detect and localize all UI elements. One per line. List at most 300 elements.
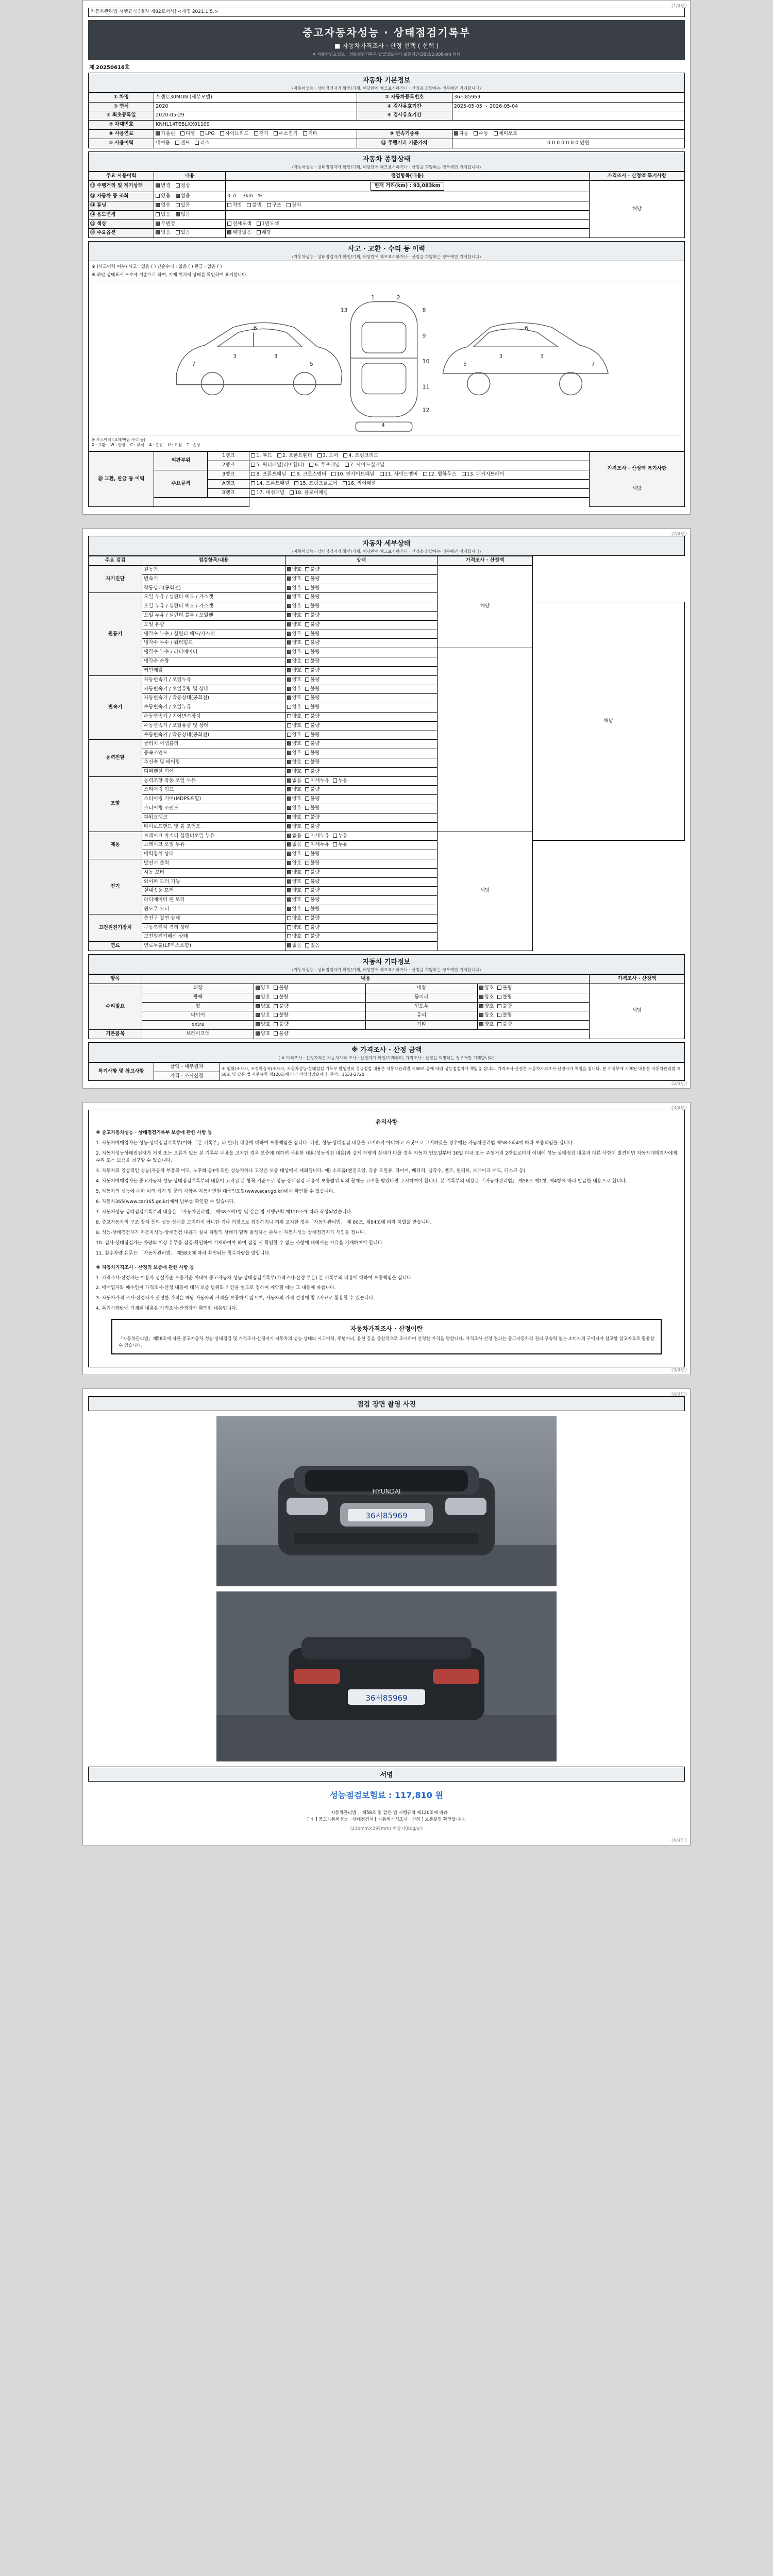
- item-label: 외장: [142, 984, 254, 993]
- table-row: [89, 452, 685, 461]
- fuel-option[interactable]: 전기: [254, 131, 268, 138]
- plate-text: 36서85969: [365, 1511, 408, 1520]
- col-header: 항목: [89, 975, 142, 984]
- table-header-row: [89, 172, 685, 181]
- item-options[interactable]: 양호 불량: [285, 758, 437, 768]
- fuel-option[interactable]: 가솔린: [156, 131, 175, 138]
- overall-table: [88, 172, 685, 239]
- price-subtitle: ( ※ 가격조사 · 산정가격은 자동차가격 조사 · 산정자가 확인/기재하며, 가격조사 · 산정을 희망하는 경우에만 기재합니다): [278, 1055, 495, 1060]
- notes-item: 1. 가격조사·산정자는 이용자 성실기준 보증기준 이내에 중고자동차 성능·상태점검기록부(가격조사·산정 부분) 본 기록부의 내용에 대하여 보증책임을 집니다.: [96, 1275, 413, 1281]
- group-label: 고전원전기장치: [89, 914, 142, 941]
- item-options[interactable]: 양호 불량: [285, 602, 437, 612]
- item-options[interactable]: 양호 불량: [285, 666, 437, 675]
- mileage-value: 현재 거리(km) : 93,083km: [371, 182, 444, 191]
- detail-note: 해당: [437, 832, 532, 951]
- price-body: 조·행위(조사자, 조정학습자(조사자, 자동차성능·상태점검 기록부 발행인의 성능점검 내용은 자동차관리법 제58조 등에 따라 성능점검자가 책임을 집니다. 가격조사·산정은 자동차가격조사·산정자가 책임을 집니다. 본 기록부에 기재된 내용은 자동차관리법 제58조 및 같은 법 시행규칙 제120조에 따라 작성되었습니다. 문의 : 1533-2720: [220, 1062, 684, 1081]
- rank-label: 3랭크: [208, 470, 249, 479]
- table-row: [89, 565, 685, 574]
- row-label: ⑧ 사용연료: [89, 129, 154, 139]
- row-label: ⑩ 사용이력: [89, 139, 154, 148]
- col-header: 가격조사 · 산정액 특기사항: [589, 172, 684, 181]
- transmission-option[interactable]: 자동: [454, 131, 468, 138]
- notes-item: 3. 자동차의 일상적인 성능(자동차 부품의 마모, 노후화 등)에 의한 성능저하나 고장은 보증 대상에서 제외됩니다. 예) 소모품(엔진오일, 각종 오일류, 타이어, 배터리, 냉각수, 벨트, 필터류, 브레이크 패드, 디스크 등): [96, 1168, 526, 1174]
- item-label: 오일 누유 / 실린더 헤드 / 가스켓: [142, 593, 285, 602]
- table-row: [89, 181, 685, 192]
- row-value: 2020-05-29: [154, 111, 357, 121]
- etc-subtitle: (자동차성능 · 상태점검자가 확인/기재, 해당란에 체크표시하거나 · 산정을 희망하는 경우에만 기재합니다): [292, 968, 481, 973]
- item-options[interactable]: 양호 불량: [254, 993, 366, 1002]
- table-row: [89, 914, 685, 923]
- item-options[interactable]: 양호 불량: [285, 721, 437, 731]
- row-options[interactable]: 없음 있음: [154, 229, 226, 238]
- item-label: 구동축전지 격리 상태: [142, 923, 285, 933]
- item-options[interactable]: 양호 불량: [285, 630, 437, 639]
- brand-text: HYUNDAI: [372, 1487, 401, 1495]
- overall-title: 자동차 종합상태: [362, 155, 411, 163]
- table-row: [89, 984, 685, 993]
- table-row: [89, 841, 685, 850]
- parts-list[interactable]: 17. 대쉬패널 18. 플로어패널: [249, 488, 590, 498]
- group-label: 제동: [89, 832, 142, 859]
- fuel-option[interactable]: 기타: [303, 131, 317, 138]
- item-options[interactable]: 양호 불량: [285, 887, 437, 896]
- vin-value: KNHL14TEBLXX01109: [154, 121, 685, 130]
- item-options[interactable]: 양호 불량: [285, 767, 437, 776]
- notes-heading-2: ※ 자동차가격조사 · 산정의 보증에 관한 사항 등: [96, 1265, 194, 1270]
- item-options[interactable]: 양호 불량: [285, 731, 437, 740]
- detail-note: 해당: [532, 602, 684, 841]
- item-label: 스티어링 기어(MDPS포함): [142, 795, 285, 804]
- item-label: 스티어링 조인트: [142, 804, 285, 814]
- item-options[interactable]: 양호 불량: [285, 657, 437, 667]
- item-options[interactable]: 양호 불량: [285, 584, 437, 593]
- fuel-option[interactable]: LPG: [200, 131, 214, 138]
- row-value: 2020: [154, 102, 357, 111]
- page-3: [82, 1102, 691, 1375]
- group-label: 동력전달: [89, 740, 142, 776]
- notes-item: 4. 자동차매매업자는 중고자동차 성능·상태점검기록부의 내용이 고지된 본 항목 기준으로 성능·상태점검 내용이 보증범위 외의 문제는 고지를 받았다면 고지하여야 합니다. 본 기록부의 내용은 「자동차관리법」 제58조 제1항, 제4항에 따라 발급한 내용으로 합니다.: [96, 1179, 627, 1184]
- row-label: ⑥ 검사유효기간: [357, 111, 452, 121]
- notes-title: 유의사항: [375, 1118, 398, 1126]
- plate-text-rear: 36서85969: [365, 1693, 408, 1703]
- item-options[interactable]: 양호 불량: [285, 868, 437, 877]
- row-value: [452, 111, 684, 121]
- transmission-option[interactable]: 수동: [474, 131, 488, 138]
- item-options[interactable]: 양호 불량: [285, 923, 437, 933]
- item-options[interactable]: 양호 불량: [477, 1021, 589, 1030]
- footer-line-2: [ ↑ ] 중고자동차성능 · 상태점검서 [ 자동차가격조사 · 산정 ] 보증설명 확인합니다.: [307, 1817, 466, 1822]
- std-value: 0 0 0 0 0 0 0 만원: [452, 139, 684, 148]
- table-row: [89, 896, 685, 905]
- item-label: 냉각수 누수 / 실린더 헤드/가스켓: [142, 630, 285, 639]
- page-number-2: (2/4면): [671, 532, 687, 537]
- svg-text:12: 12: [422, 406, 430, 414]
- percent-mark: %: [258, 193, 263, 199]
- notes-item: 2. 자동차성능상태점검자가 거짓 또는 오류가 있는 본 기록부 내용을 고지한 경우 보증에 대하여 사용한 내용(성능점검 내용)과 실제 차량의 상태가 다를 경우 자동차 인도일부터 30일 이내 또는 주행거리 2천킬로미터 이내에 성능·상태점검 내용과 다른 사항이 발견되면 자동차매매업자에게 수리 또는 보증을 청구할 수 있습니다.: [96, 1151, 677, 1164]
- group-label: 자기진단: [89, 565, 142, 592]
- footer-line-3: (210mm×297mm) 백상지(80g/㎡): [350, 1826, 423, 1832]
- row-label: ⑫ 주행거리 및 계기상태: [89, 181, 154, 192]
- svg-text:11: 11: [422, 383, 430, 391]
- rear-photo[interactable]: [216, 1591, 557, 1761]
- item-label: 오일 누유 / 실린더 헤드 / 가스켓: [142, 602, 285, 612]
- item-label: 기타: [366, 1021, 478, 1030]
- row-options[interactable]: 있음 없음: [154, 192, 226, 201]
- table-row: [89, 584, 685, 593]
- table-row: [89, 111, 685, 121]
- item-options[interactable]: 양호 불량: [285, 933, 437, 942]
- table-row: [89, 121, 685, 130]
- fee-label: 성능점검보험료 :: [330, 1790, 395, 1800]
- item-options[interactable]: 양호 불량: [285, 685, 437, 694]
- item-label: 자동변속기 / 오일누유: [142, 675, 285, 685]
- accident-diagram-section: [88, 261, 685, 451]
- item-options[interactable]: 양호 불량: [285, 749, 437, 758]
- item-label: 휠: [142, 1002, 254, 1011]
- col-header: 가격조사 · 산정액 특기사항: [607, 466, 667, 472]
- accident-note-2: ※ 하단 상태표시 부호에 기준으로 하며, 기재 위치에 상태를 확인하여 표기합니다.: [92, 273, 248, 278]
- row-options[interactable]: 해당없음 해당: [226, 229, 590, 238]
- item-label: 유리: [366, 1011, 478, 1021]
- item-label: 배력장치 상태: [142, 850, 285, 859]
- item-label: 디퍼렌셜 기어: [142, 767, 285, 776]
- item-options[interactable]: 양호 불량: [254, 984, 366, 993]
- item-options[interactable]: 양호 불량: [285, 896, 437, 905]
- item-label: 수동변속기 / 작동상태(공회전): [142, 731, 285, 740]
- rear-photo-svg: [216, 1591, 557, 1761]
- parts-list[interactable]: 1. 후드 2. 프론트휀더 3. 도어 4. 트렁크리드: [249, 452, 590, 461]
- item-label: 타이로드엔드 및 볼 조인트: [142, 822, 285, 832]
- item-options[interactable]: 양호 불량: [285, 574, 437, 584]
- item-options[interactable]: 양호 불량: [285, 914, 437, 923]
- price-title: ※ 가격조사 · 산정 금액: [351, 1046, 422, 1054]
- fuel-option[interactable]: 디젤: [180, 131, 195, 138]
- overall-note: 해당: [589, 181, 684, 238]
- row-label: ⑨ 변속기종류: [357, 129, 452, 139]
- svg-text:5: 5: [310, 360, 313, 367]
- item-label: 자동변속기 / 작동상태(공회전): [142, 694, 285, 703]
- row-label: ⑪ 주행거리 기준가치: [357, 139, 452, 148]
- item-options[interactable]: 양호 불량: [254, 1029, 590, 1039]
- detail-band: [88, 536, 685, 556]
- row-value: 2025-05-05 ~ 2026-05-04: [452, 102, 684, 111]
- item-label: 오일 누유 / 실린더 블록 / 오일팬: [142, 612, 285, 621]
- table-row: [89, 139, 685, 148]
- item-options[interactable]: 양호 불량: [285, 648, 437, 657]
- item-options[interactable]: 없음 미세누유 누유: [285, 841, 437, 850]
- accident-note-1: ※ (사고이력 여부) 사고 : 없음 ( ) 단순수리 : 없음 ( ) 판금 : 없음 ( ): [92, 264, 222, 270]
- car-diagram[interactable]: [92, 281, 681, 435]
- transmission-options[interactable]: [452, 129, 684, 139]
- item-options[interactable]: 양호 불량: [285, 905, 437, 914]
- notes-item: 5. 자동차의 성능에 대한 이의 제기 및 문의 사항은 자동차민원 대국민포털(www.ecar.go.kr)에서 확인할 수 있습니다.: [96, 1189, 335, 1195]
- document-number: [89, 63, 684, 71]
- table-row: [89, 850, 685, 859]
- fee-value: 117,810 원: [394, 1790, 443, 1800]
- row-options[interactable]: 변경 정상: [154, 181, 226, 192]
- notes-item: 6. 자동차365(www.car365.go.kr)에서 남부를 확인할 수 있습니다.: [96, 1199, 236, 1205]
- document-subnote: ※ 자동차인도일로 : 성능점검기록부 발급일로부터 보증기간(30일/2,000km) 이내: [312, 52, 461, 57]
- rank-label: 2랭크: [208, 461, 249, 470]
- item-options[interactable]: 없음 미세누유 누유: [285, 832, 437, 841]
- table-row: [89, 1062, 685, 1072]
- front-photo-svg: [216, 1416, 557, 1586]
- svg-text:7: 7: [192, 360, 196, 367]
- page-4: [82, 1388, 691, 1845]
- document-title: 중고자동차성능 · 상태점검기록부: [302, 26, 470, 39]
- notes-heading-1: ※ 중고자동차성능 · 상태점검기록부 보증에 관한 사항 등: [96, 1130, 212, 1136]
- etc-title: 자동차 기타정보: [362, 958, 411, 967]
- item-label: 연료누출(LP가스포함): [142, 942, 285, 951]
- table-row: [89, 602, 685, 612]
- accident-note: 해당: [632, 486, 642, 492]
- item-options[interactable]: 양호 불량: [285, 804, 437, 814]
- item-options[interactable]: 양호 불량: [477, 984, 589, 993]
- item-label: 수동변속기 / 기어변속장치: [142, 712, 285, 721]
- footer-notes: [83, 1808, 690, 1838]
- item-label: 작동상태(공회전): [142, 584, 285, 593]
- page-2: [82, 528, 691, 1089]
- table-row: [89, 593, 685, 602]
- notes-item: 3. 자동차가격 조사·산정자가 산정한 가격은 해당 자동차의 가격을 보증하지 않으며, 자동차의 가격 결정에 참고자료로 활용할 수 있습니다.: [96, 1296, 375, 1301]
- item-options[interactable]: 양호 불량: [285, 795, 437, 804]
- item-label: 냉각수 누수 / 워터펌프: [142, 639, 285, 648]
- table-row: [89, 574, 685, 584]
- notes-item: 11. 침수차량 유무는 「자동차관리법」 제58조에 따라 확인되는 침수차량을 말합니다.: [96, 1250, 271, 1256]
- detail-title: 자동차 세부상태: [362, 540, 411, 548]
- svg-text:3: 3: [274, 353, 278, 360]
- row-options[interactable]: 전체도색 1면도색: [226, 219, 590, 229]
- item-label: 수동변속기 / 오일유량 및 상태: [142, 721, 285, 731]
- item-options[interactable]: 양호 불량: [285, 694, 437, 703]
- svg-text:3: 3: [540, 353, 544, 360]
- group-label: 연료: [89, 942, 142, 951]
- col-header: 가격조사 · 산정액: [437, 556, 532, 566]
- item-label: 추진축 및 베어링: [142, 758, 285, 768]
- table-header-row: [89, 975, 685, 984]
- item-options[interactable]: 양호 불량: [285, 703, 437, 713]
- fuel-option[interactable]: 수소전기: [274, 131, 298, 138]
- item-label: 고전원전기배선 상태: [142, 933, 285, 942]
- item-label: 브레이크 오일 누유: [142, 841, 285, 850]
- item-options[interactable]: 양호 불량: [254, 1002, 366, 1011]
- row-label: ⑦ 차대번호: [89, 121, 154, 130]
- svg-text:4: 4: [381, 422, 385, 429]
- svg-text:1: 1: [371, 294, 375, 301]
- svg-text:2: 2: [396, 294, 400, 301]
- group-label: 수리필요: [89, 984, 142, 1029]
- row-value: 쏘렌토30MON (세부모델): [154, 93, 357, 102]
- svg-text:7: 7: [591, 360, 595, 367]
- row-options[interactable]: 있음 없음: [154, 210, 226, 219]
- form-legal-note: 자동차관리법 시행규칙 [별지 제82호서식] <개정 2021.1.5.>: [88, 8, 685, 17]
- fuel-option[interactable]: 하이브리드: [220, 131, 249, 138]
- notes-item: 8. 중고자동차의 구조·장치 등의 성능·상태를 고지하지 아니한 거나 거짓으로 점검하거나 허위 고지한 경우「자동차관리법」 제 80조, 제84조에 따라 처벌을 받습니다.: [96, 1219, 432, 1225]
- basic-info-band: [88, 73, 685, 93]
- row-label: ④ 검사유효기간: [357, 102, 452, 111]
- page-number-4: (4/4면): [671, 1392, 687, 1397]
- row-label: ③ 연식: [89, 102, 154, 111]
- item-options[interactable]: 없음 미세누유 누유: [285, 776, 437, 786]
- item-label: extra: [142, 1021, 254, 1030]
- item-options[interactable]: 양호 불량: [254, 1021, 366, 1030]
- item-label: 시동 모터: [142, 868, 285, 877]
- item-label: 발전기 출력: [142, 859, 285, 868]
- overall-band: [88, 151, 685, 172]
- group-label: 기본품목: [89, 1029, 142, 1039]
- row-label: ⑭ 용도변경: [89, 210, 154, 219]
- row-options[interactable]: 없음 있음: [154, 201, 226, 211]
- row-label: ⑮ 색상: [89, 219, 154, 229]
- document-subtitle: ■ 자동차가격조사 · 산정 선택 ( 선택 ): [334, 42, 439, 49]
- item-options[interactable]: 양호 불량: [477, 1011, 589, 1021]
- table-row: [89, 129, 685, 139]
- svg-text:10: 10: [422, 358, 430, 365]
- row-label: ⑱ 교환, 판금 등 이력: [89, 452, 154, 507]
- item-label: 윈도우: [366, 1002, 478, 1011]
- item-options[interactable]: 양호 불량: [285, 639, 437, 648]
- svg-text:9: 9: [422, 332, 426, 340]
- fuel-options[interactable]: [154, 129, 357, 139]
- usage-option[interactable]: 리스: [195, 140, 209, 147]
- rank-label: 1랭크: [208, 452, 249, 461]
- page-number-3-bottom: (3/4면): [671, 1367, 687, 1373]
- item-options[interactable]: 양호 불량: [285, 712, 437, 721]
- row-label: ② 자동차등록번호: [357, 93, 452, 102]
- item-label: 냉각수 수량: [142, 657, 285, 667]
- document-title-bar: [88, 20, 685, 60]
- item-options[interactable]: 없음 있음: [285, 942, 437, 951]
- item-options[interactable]: 양호 불량: [285, 740, 437, 749]
- item-options[interactable]: 양호 불량: [285, 850, 437, 859]
- table-row: [89, 887, 685, 896]
- accident-subtitle: (자동차성능 · 상태점검자가 확인/기재, 해당란에 체크표시하거나 · 산정을 희망하는 경우에만 기재합니다): [292, 255, 481, 260]
- basic-info-title: 자동차 기본정보: [362, 76, 411, 84]
- item-label: 내장: [366, 984, 478, 993]
- item-options[interactable]: 양호 불량: [285, 859, 437, 868]
- table-row: [89, 942, 685, 951]
- etc-note: 해당: [589, 984, 684, 1039]
- item-label: 룸미러: [366, 993, 478, 1002]
- parts-list[interactable]: 8. 프론트패널 9. 크로스멤버 10. 인사이드패널 11. 사이드멤버 12. 휠하우스 13. 패키지트레이: [249, 470, 590, 479]
- accident-parts-table: [88, 451, 685, 507]
- item-label: 자동변속기 / 오일유량 및 상태: [142, 685, 285, 694]
- notes-item: 10. 검사·상태점검자는 차량의 이상 유무를 점검·확인하여 기재하여야 하며 점검 시 확인할 수 없는 사항에 대해서는 사유를 기재하여야 합니다.: [96, 1240, 384, 1246]
- basic-info-subtitle: (자동차성능 · 상태점검자가 확인/기재, 해당란에 체크표시하거나 · 산정을 희망하는 경우에만 기재합니다): [292, 86, 481, 91]
- row-label: ⑬ 자동차 등 조회: [89, 192, 154, 201]
- item-options[interactable]: 양호 불량: [285, 786, 437, 795]
- accident-legend-title: ※ 사고이력 (교차/판금 수리 등): [92, 437, 145, 443]
- table-row: [89, 868, 685, 877]
- item-label: 라디에이터 팬 모터: [142, 896, 285, 905]
- group-label: 원동기: [89, 593, 142, 675]
- item-options[interactable]: 양호 불량: [477, 993, 589, 1002]
- price-table: [88, 1062, 685, 1081]
- row-label: ⑤ 최초등록일: [89, 111, 154, 121]
- row-label: 금액 - 내부결과: [154, 1062, 220, 1072]
- item-label: 브레이크 마스터 실린더오일 누유: [142, 832, 285, 841]
- item-options[interactable]: 양호 불량: [285, 620, 437, 630]
- col-header: 내용: [154, 172, 226, 181]
- table-row: [89, 905, 685, 914]
- item-label: 충전구 절연 상태: [142, 914, 285, 923]
- usage-options[interactable]: [154, 139, 357, 148]
- col-header: 점검항목/내용: [142, 556, 285, 566]
- group-label: 외판부위: [154, 452, 208, 470]
- notes-item: 2. 매매업자와 매수인이 가격조사·산정 내용에 대해 보증 범위와 기간을 별도로 정하여 계약할 때는 그 내용에 따릅니다.: [96, 1285, 336, 1291]
- item-options[interactable]: 양호 불량: [285, 675, 437, 685]
- usage-option[interactable]: 렌트: [175, 140, 190, 147]
- svg-text:6: 6: [253, 325, 257, 332]
- accident-title: 사고 · 교환 · 수리 등 이력: [347, 245, 426, 253]
- item-label: 광택: [142, 993, 254, 1002]
- table-header-row: [89, 556, 685, 566]
- overall-subtitle: (자동차성능 · 상태점검자가 확인/기재, 해당란에 체크표시하거나 · 산정을 희망하는 경우에만 기재합니다): [292, 164, 481, 170]
- table-row: [89, 923, 685, 933]
- car-diagram-svg: [92, 281, 681, 435]
- declaration-box: [111, 1319, 662, 1354]
- row-value: 36서85969: [452, 93, 684, 102]
- row-options[interactable]: 적법 불법 구조 장치: [226, 201, 590, 211]
- item-options[interactable]: 양호 불량: [477, 1002, 589, 1011]
- item-options[interactable]: 양호 불량: [285, 565, 437, 574]
- item-options[interactable]: 양호 불량: [285, 612, 437, 621]
- item-label: 클러치 어셈블리: [142, 740, 285, 749]
- usage-value: 대여용: [156, 140, 170, 146]
- table-row: [89, 859, 685, 868]
- basic-info-table: [88, 93, 685, 148]
- table-row: [89, 933, 685, 942]
- signature-band: 서명: [88, 1767, 685, 1782]
- page-number-1: (1/4면): [671, 4, 687, 9]
- accident-band: [88, 241, 685, 261]
- transmission-option[interactable]: 세미오토: [494, 131, 518, 138]
- notes-item: 9. 성능·상태점검자가 자동차성능·상태점검 내용과 실제 차량의 상태가 달라 발생하는 손해는 자동차성능·상태점검자가 책임을 집니다.: [96, 1230, 366, 1235]
- group-label: 전기: [89, 859, 142, 914]
- detail-table: [88, 556, 685, 951]
- etc-table: [88, 974, 685, 1039]
- page-number-3: (3/4면): [671, 1106, 687, 1111]
- group-label: 변속기: [89, 675, 142, 740]
- table-row: [89, 102, 685, 111]
- col-header: 주요 사용이력: [89, 172, 154, 181]
- item-options[interactable]: 양호 불량: [285, 813, 437, 822]
- col-header: 상태: [285, 556, 437, 566]
- col-header: 가격조사 · 산정액: [589, 975, 684, 984]
- item-options[interactable]: 양호 불량: [285, 822, 437, 832]
- parts-list[interactable]: 14. 프론트패널 15. 트렁크플로어 16. 리어패널: [249, 479, 590, 488]
- item-options[interactable]: 양호 불량: [285, 877, 437, 887]
- detail-subtitle: (자동차성능 · 상태점검자가 확인/기재, 해당란에 체크표시하거나 · 산정을 희망하는 경우에만 기재합니다): [292, 549, 481, 554]
- item-label: 수동변속기 / 오일누유: [142, 703, 285, 713]
- svg-text:6: 6: [525, 325, 529, 332]
- parts-list[interactable]: 5. 쿼터패널(리어휀더) 6. 루프패널 7. 사이드실패널: [249, 461, 590, 470]
- price-band: [88, 1042, 685, 1062]
- docno-value: 20250616호: [96, 64, 130, 71]
- front-photo[interactable]: [216, 1416, 557, 1586]
- svg-text:3: 3: [499, 353, 503, 360]
- item-label: 오일 유량: [142, 620, 285, 630]
- group-label: 조향: [89, 776, 142, 832]
- row-label: 가격 - 조사산정: [154, 1072, 220, 1081]
- page-number-4-bottom: (4/4면): [671, 1838, 687, 1844]
- item-options[interactable]: 양호 불량: [254, 1011, 366, 1021]
- col-header: 점검항목(내용): [226, 172, 590, 181]
- row-options[interactable]: 무변경: [154, 219, 226, 229]
- inspection-fee: [83, 1782, 690, 1808]
- item-options[interactable]: 양호 불량: [285, 593, 437, 602]
- item-label: 냉각수 누수 / 라디에이터: [142, 648, 285, 657]
